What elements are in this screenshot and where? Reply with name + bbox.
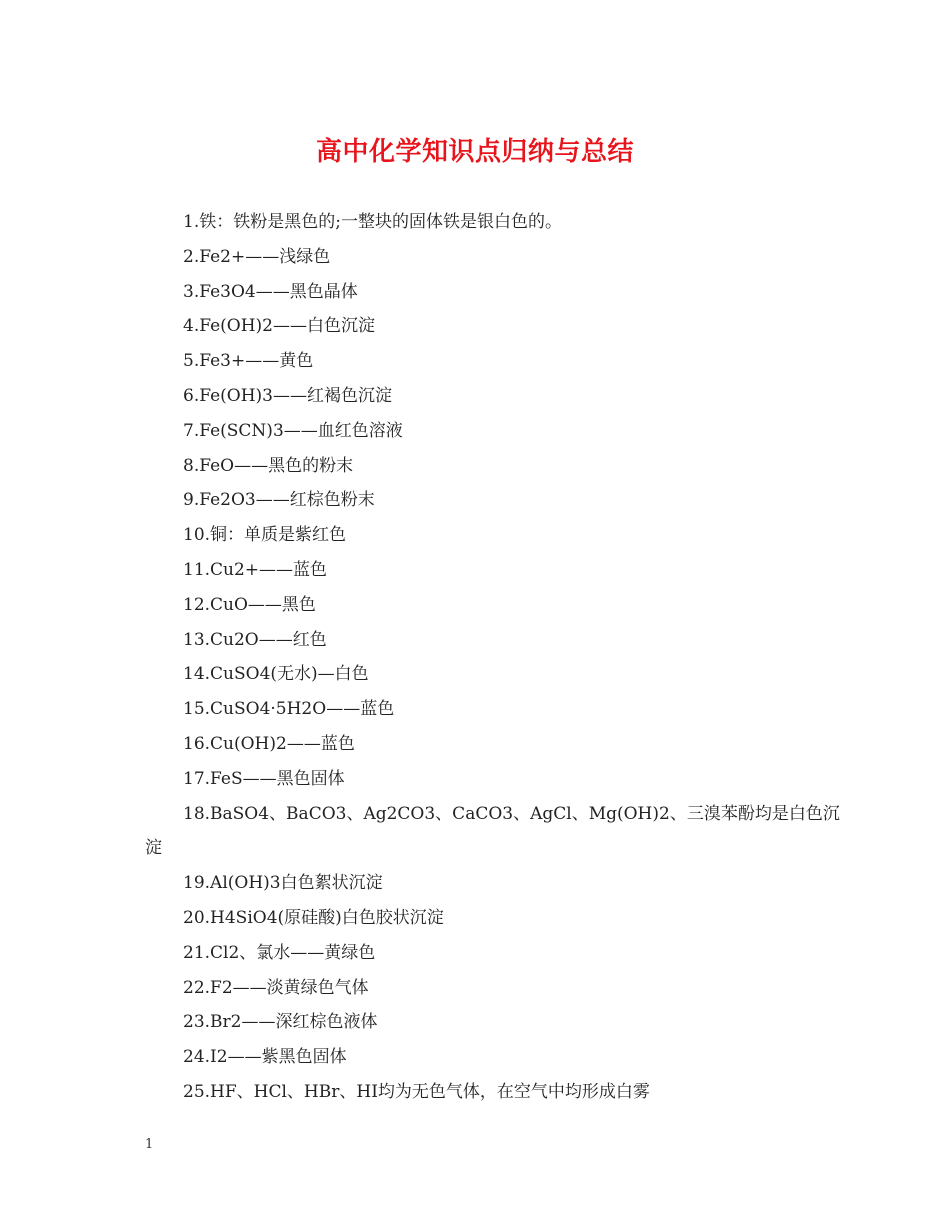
list-item: 2.Fe2+——浅绿色 [183, 246, 331, 267]
list-item: 6.Fe(OH)3——红褐色沉淀 [183, 385, 392, 406]
list-item: 11.Cu2+——蓝色 [183, 559, 328, 580]
list-item: 23.Br2——深红棕色液体 [183, 1012, 378, 1033]
list-item: 9.Fe2O3——红棕色粉末 [183, 490, 375, 511]
list-item: 4.Fe(OH)2——白色沉淀 [183, 316, 375, 337]
list-item: 19.Al(OH)3白色絮状沉淀 [183, 873, 383, 894]
list-item: 24.I2——紫黑色固体 [183, 1047, 347, 1068]
list-item: 5.Fe3+——黄色 [183, 351, 314, 372]
list-item: 14.CuSO4(无水)—白色 [183, 664, 369, 685]
list-item: 21.Cl2、氯水——黄绿色 [183, 942, 376, 963]
list-item-continuation: 淀 [145, 838, 162, 859]
page-number: 1 [145, 1137, 154, 1152]
list-item: 1.铁：铁粉是黑色的;一整块的固体铁是银白色的。 [183, 212, 562, 232]
list-item: 13.Cu2O——红色 [183, 629, 327, 650]
list-item: 10.铜：单质是紫红色 [183, 525, 347, 546]
list-item: 18.BaSO4、BaCO3、Ag2CO3、CaCO3、AgCl、Mg(OH)2、三溴苯酚均是白色沉 [183, 803, 840, 824]
list-item: 15.CuSO4·5H2O——蓝色 [183, 699, 395, 720]
list-item: 7.Fe(SCN)3——血红色溶液 [183, 420, 403, 441]
document-body [145, 205, 840, 1110]
document-title: 高中化学知识点归纳与总结 [315, 137, 634, 167]
list-item: 25.HF、HCl、HBr、HI均为无色气体，在空气中均形成白雾 [183, 1081, 650, 1102]
list-item: 16.Cu(OH)2——蓝色 [183, 733, 355, 754]
list-item: 8.FeO——黑色的粉末 [183, 455, 354, 476]
list-item: 22.F2——淡黄绿色气体 [183, 977, 369, 998]
list-item: 17.FeS——黑色固体 [183, 768, 345, 789]
list-item: 3.Fe3O4——黑色晶体 [183, 281, 358, 302]
list-item: 20.H4SiO4(原硅酸)白色胶状沉淀 [183, 907, 444, 928]
list-item: 12.CuO——黑色 [183, 594, 316, 615]
